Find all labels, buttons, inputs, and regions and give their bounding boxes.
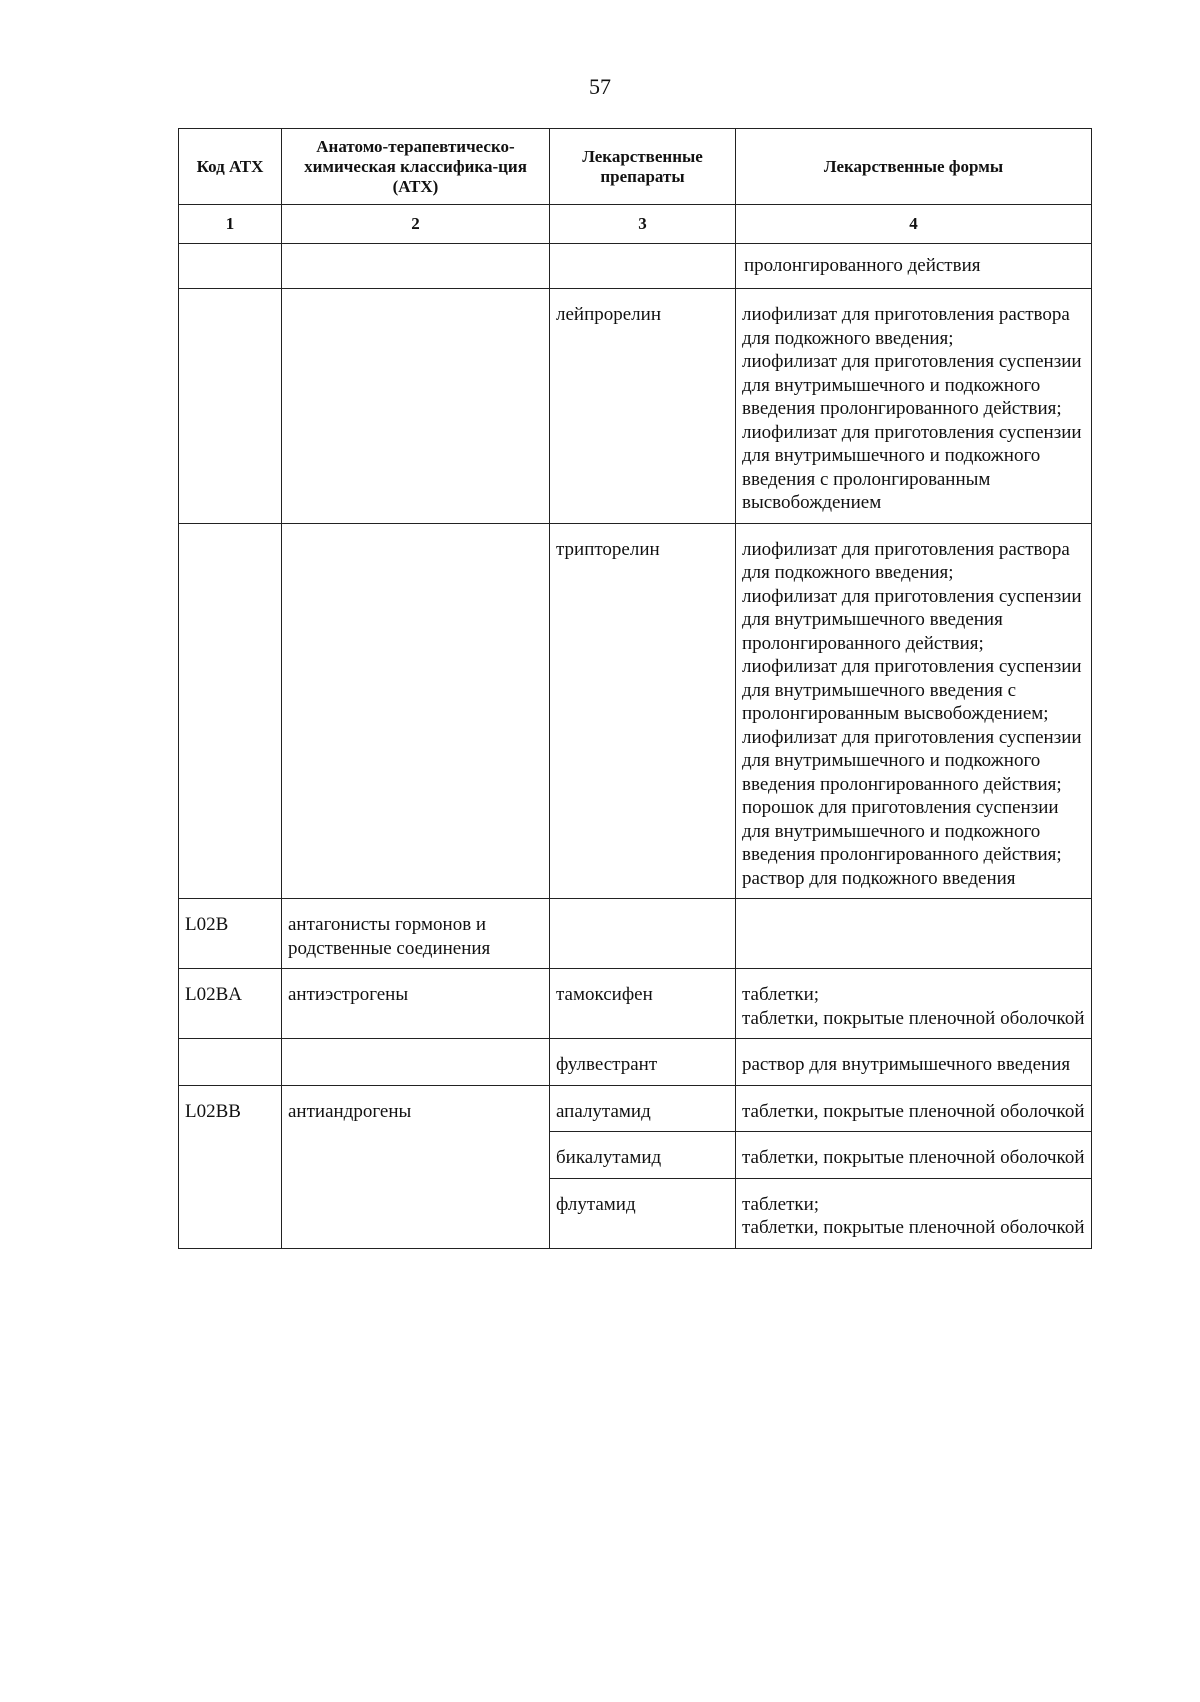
atx-code-cell: L02B xyxy=(179,899,282,969)
drug-cell xyxy=(550,244,736,289)
form-item: таблетки, покрытые пленочной оболочкой xyxy=(742,1147,1085,1168)
column-number: 1 xyxy=(179,205,282,244)
form-item: порошок для приготовления суспензии для внутримышечного и подкожного введения пролонгированного действия; xyxy=(742,797,1062,865)
table-row xyxy=(179,969,1092,1039)
form-item: лиофилизат для приготовления суспензии для внутримышечного и подкожного введения с пролонгированным высвобождением xyxy=(742,421,1082,513)
drug-cell: тамоксифен xyxy=(550,969,736,1039)
header-classification: Анатомо-терапевтическо-химическая классифика-ция (АТХ) xyxy=(282,129,550,205)
form-item: пролонгированного действия xyxy=(744,255,981,276)
atx-class-cell: антиэстрогены xyxy=(282,969,550,1039)
drug-cell: трипторелин xyxy=(550,523,736,899)
form-item: лиофилизат для приготовления суспензии для внутримышечного введения пролонгированного действия; xyxy=(742,585,1082,654)
atx-table xyxy=(178,128,1092,1249)
form-item: таблетки, покрытые пленочной оболочкой xyxy=(742,1217,1085,1238)
header-forms: Лекарственные формы xyxy=(736,129,1092,205)
forms-cell xyxy=(736,1132,1092,1179)
drug-cell: лейпрорелин xyxy=(550,289,736,524)
column-number-row xyxy=(179,205,1092,244)
drug-cell xyxy=(550,899,736,969)
column-number: 2 xyxy=(282,205,550,244)
atx-code-cell xyxy=(179,289,282,524)
form-item: лиофилизат для приготовления раствора для подкожного введения; xyxy=(742,538,1070,583)
table-row xyxy=(179,899,1092,969)
atx-code-cell xyxy=(179,1039,282,1086)
atx-code-cell xyxy=(179,244,282,289)
form-item: таблетки; xyxy=(742,1193,820,1215)
forms-cell xyxy=(736,969,1092,1039)
atx-code-cell xyxy=(179,523,282,899)
form-item: таблетки; xyxy=(742,984,820,1005)
atx-class-cell xyxy=(282,244,550,289)
atx-class-cell xyxy=(282,289,550,524)
forms-cell xyxy=(736,899,1092,969)
page-number: 57 xyxy=(589,74,611,99)
atx-class-cell: антагонисты гормонов и родственные соединения xyxy=(282,899,550,969)
drug-cell: бикалутамид xyxy=(550,1132,736,1179)
table-row xyxy=(179,523,1092,899)
table-row xyxy=(179,1039,1092,1086)
drug-cell: апалутамид xyxy=(550,1085,736,1132)
header-row xyxy=(179,129,1092,205)
form-item: лиофилизат для приготовления суспензии для внутримышечного и подкожного введения пролонгированного действия; xyxy=(742,351,1082,419)
forms-cell xyxy=(736,1085,1092,1132)
form-item: лиофилизат для приготовления раствора для подкожного введения; xyxy=(742,304,1070,349)
drug-cell: фулвестрант xyxy=(550,1039,736,1086)
header-code: Код АТХ xyxy=(179,129,282,205)
forms-cell xyxy=(736,523,1092,899)
header-drugs: Лекарственные препараты xyxy=(550,129,736,205)
form-item: таблетки, покрытые пленочной оболочкой xyxy=(742,1100,1085,1122)
drug-cell: флутамид xyxy=(550,1178,736,1248)
forms-cell xyxy=(736,1178,1092,1248)
table-row xyxy=(179,244,1092,289)
form-item: таблетки, покрытые пленочной оболочкой xyxy=(742,1007,1085,1029)
forms-cell xyxy=(736,244,1092,289)
form-item: лиофилизат для приготовления суспензии для внутримышечного введения с пролонгированным высвобождением; xyxy=(742,656,1082,724)
forms-cell xyxy=(736,289,1092,524)
column-number: 4 xyxy=(736,205,1092,244)
form-item: лиофилизат для приготовления суспензии для внутримышечного и подкожного введения пролонгированного действия; xyxy=(742,726,1082,795)
form-item: раствор для подкожного введения xyxy=(742,867,1016,889)
forms-cell xyxy=(736,1039,1092,1086)
atx-class-cell xyxy=(282,523,550,899)
atx-code-cell: L02BA xyxy=(179,969,282,1039)
atx-class-cell: антиандрогены xyxy=(282,1085,550,1248)
table-row xyxy=(179,1085,1092,1132)
atx-code-cell: L02BB xyxy=(179,1085,282,1248)
table-row xyxy=(179,289,1092,524)
atx-class-cell xyxy=(282,1039,550,1086)
form-item: раствор для внутримышечного введения xyxy=(742,1054,1071,1075)
column-number: 3 xyxy=(550,205,736,244)
